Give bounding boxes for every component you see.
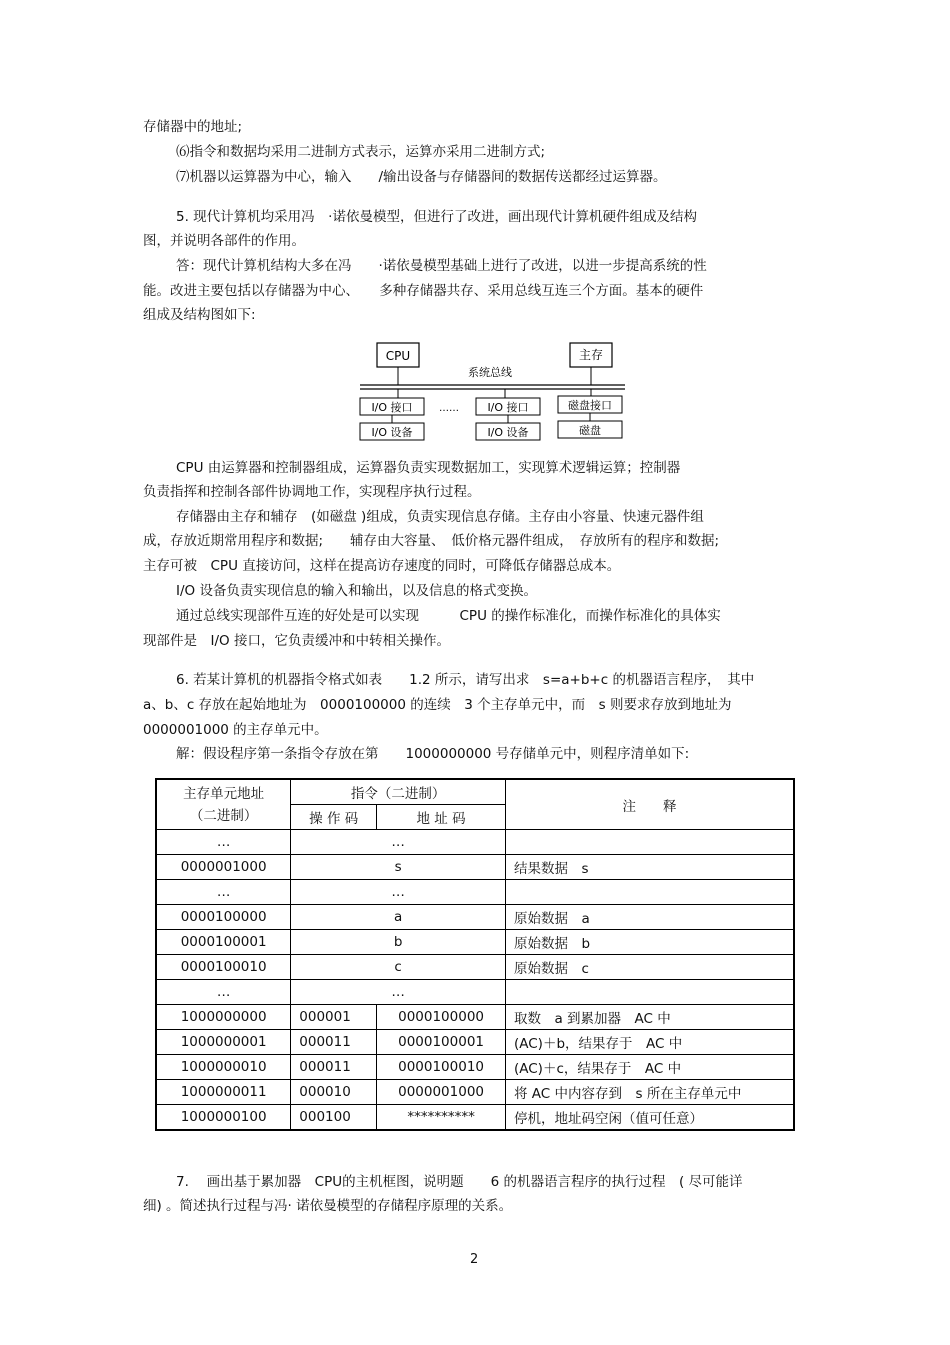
io-interface-2-label: I/O 接口 bbox=[487, 401, 529, 414]
question-6: a、b、c 存放在起始地址为 0000100000 的连续 3 个主存单元中，而 s 则要求存放到地址为 bbox=[143, 697, 732, 713]
table-row: 1000000100 000100 ********** 停机，地址码空闲（值可任意） bbox=[156, 1105, 794, 1131]
paragraph-line: ⑺机器以运算器为中心，输入 /输出设备与存储器间的数据传送都经过运算器。 bbox=[176, 169, 667, 185]
table-row: … … bbox=[156, 880, 794, 905]
answer-5: 答：现代计算机结构大多在冯 ·诺依曼模型基础上进行了改进，以进一步提高系统的性 bbox=[176, 258, 707, 274]
paragraph-line: 成，存放近期常用程序和数据; 辅存由大容量、 低价格元器件组成， 存放所有的程序和数据; bbox=[143, 533, 720, 549]
header-note: 注 释 bbox=[505, 779, 794, 830]
question-6: 0000001000 的主存单元中。 bbox=[143, 722, 328, 738]
header-address-code: 地 址 码 bbox=[377, 805, 506, 830]
paragraph-line: 负责指挥和控制各部件协调地工作，实现程序执行过程。 bbox=[143, 484, 481, 500]
table-row: 1000000001 000011 0000100001 (AC)＋b，结果存于 AC 中 bbox=[156, 1030, 794, 1055]
table-row: 0000100010 c 原始数据 c bbox=[156, 955, 794, 980]
paragraph-line: 存储器由主存和辅存 (如磁盘 )组成，负责实现信息存储。主存由小容量、快速元器件组 bbox=[176, 509, 704, 525]
io-interface-1-label: I/O 接口 bbox=[371, 401, 413, 414]
hardware-structure-diagram bbox=[355, 338, 630, 448]
paragraph-line: 存储器中的地址; bbox=[143, 119, 243, 135]
table-row: 0000001000 s 结果数据 s bbox=[156, 855, 794, 880]
table-row: 1000000011 000010 0000001000 将 AC 中内容存到 s 所在主存单元中 bbox=[156, 1080, 794, 1105]
page-number: 2 bbox=[470, 1252, 479, 1267]
paragraph-line: I/O 设备负责实现信息的输入和输出，以及信息的格式变换。 bbox=[176, 583, 537, 599]
header-address: 主存单元地址 （二进制） bbox=[156, 779, 291, 830]
question-7: 细) 。简述执行过程与冯· 诺依曼模型的存储程序原理的关系。 bbox=[143, 1198, 513, 1214]
answer-6: 解：假设程序第一条指令存放在第 1000000000 号存储单元中，则程序清单如下: bbox=[176, 746, 690, 762]
question-5: 图，并说明各部件的作用。 bbox=[143, 233, 305, 249]
disk-label: 磁盘 bbox=[579, 424, 601, 437]
paragraph-line: 主存可被 CPU 直接访问，这样在提高访存速度的同时，可降低存储器总成本。 bbox=[143, 558, 621, 574]
question-6: 6. 若某计算机的机器指令格式如表 1.2 所示，请写出求 s=a+b+c 的机器语言程序， 其中 bbox=[176, 672, 755, 688]
io-device-1-label: I/O 设备 bbox=[371, 426, 413, 439]
paragraph-line: CPU 由运算器和控制器组成，运算器负责实现数据加工，实现算术逻辑运算；控制器 bbox=[176, 460, 681, 476]
answer-5: 能。改进主要包括以存储器为中心、 多种存储器共存、采用总线互连三个方面。基本的硬件 bbox=[143, 283, 704, 299]
header-instruction: 指令（二进制） bbox=[291, 779, 506, 805]
header-opcode: 操 作 码 bbox=[291, 805, 377, 830]
cpu-label: CPU bbox=[385, 349, 411, 363]
answer-5: 组成及结构图如下: bbox=[143, 307, 256, 323]
table-row: 0000100001 b 原始数据 b bbox=[156, 930, 794, 955]
program-listing-table bbox=[155, 778, 795, 1131]
question-7: 7. 画出基于累加器 CPU的主机框图，说明题 6 的机器语言程序的执行过程 ( 尽可能详 bbox=[176, 1174, 743, 1190]
paragraph-line: 通过总线实现部件互连的好处是可以实现 CPU 的操作标准化，而操作标准化的具体实 bbox=[176, 608, 721, 624]
disk-interface-label: 磁盘接口 bbox=[568, 399, 612, 412]
table-row: 1000000000 000001 0000100000 取数 a 到累加器 AC 中 bbox=[156, 1005, 794, 1030]
paragraph-line: 现部件是 I/O 接口，它负责缓冲和中转相关操作。 bbox=[143, 633, 450, 649]
table-row: 0000100000 a 原始数据 a bbox=[156, 905, 794, 930]
main-memory-label: 主存 bbox=[578, 348, 604, 362]
bus-label: 系统总线 bbox=[468, 366, 512, 379]
table-row: 1000000010 000011 0000100010 (AC)＋c，结果存于 AC 中 bbox=[156, 1055, 794, 1080]
question-5: 5. 现代计算机均采用冯 ·诺依曼模型，但进行了改进，画出现代计算机硬件组成及结构 bbox=[176, 209, 697, 225]
io-device-2-label: I/O 设备 bbox=[487, 426, 529, 439]
table-row: … … bbox=[156, 980, 794, 1005]
table-row: … … bbox=[156, 830, 794, 855]
ellipsis-label: …… bbox=[439, 403, 459, 414]
paragraph-line: ⑹指令和数据均采用二进制方式表示，运算亦采用二进制方式; bbox=[176, 144, 546, 160]
